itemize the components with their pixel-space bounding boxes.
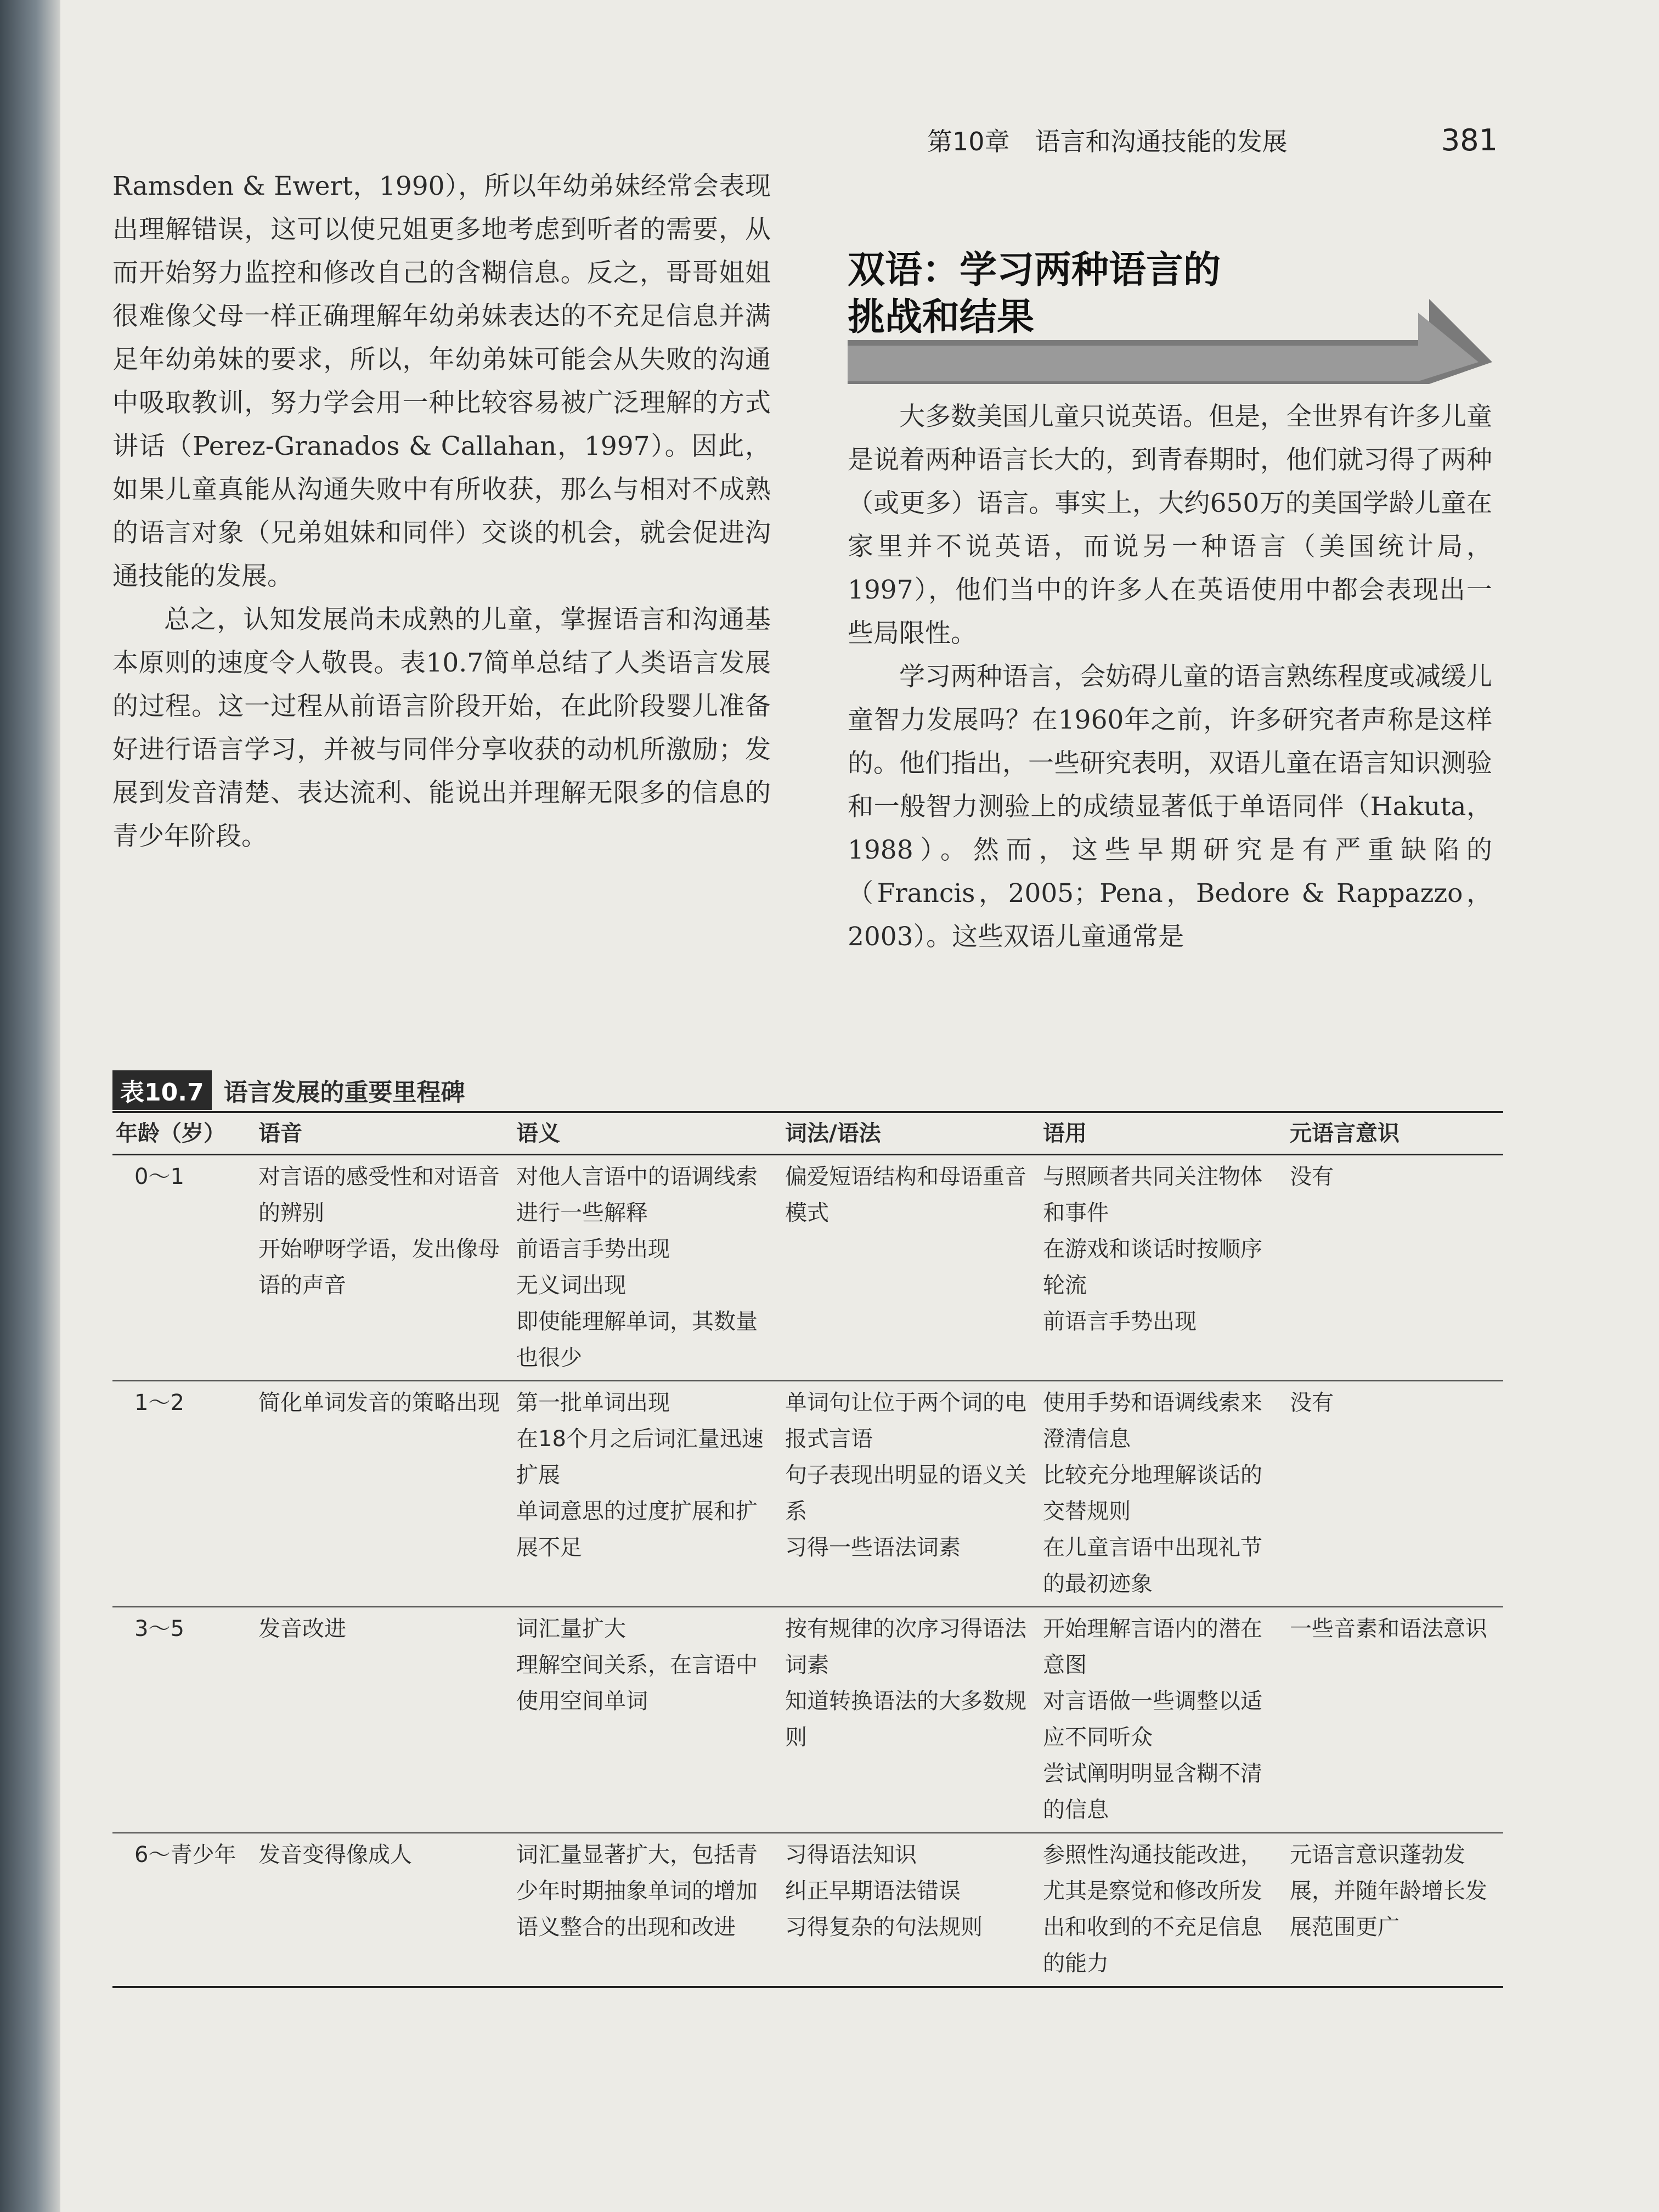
cell-item: 开始咿呀学语，发出像母语的声音 bbox=[258, 1237, 500, 1298]
section-title-line: 双语：学习两种语言的 bbox=[848, 249, 1221, 292]
phonology-cell bbox=[255, 1381, 513, 1607]
cell-item: 即使能理解单词，其数量也很少 bbox=[516, 1309, 758, 1370]
phonology-cell bbox=[255, 1833, 513, 1987]
column-header: 语音 bbox=[255, 1112, 513, 1155]
cell-item: 没有 bbox=[1290, 1164, 1334, 1189]
semantics-cell bbox=[513, 1381, 782, 1607]
cell-item: 与照顾者共同关注物体和事件 bbox=[1043, 1164, 1262, 1226]
body-paragraph: 总之，认知发展尚未成熟的儿童，掌握语言和沟通基本原则的速度令人敬畏。表10.7简单总结了人类语言发展的过程。这一过程从前语言阶段开始，在此阶段婴儿准备好进行语言学习，并被与同伴分享收获的动机所激励；发展到发音清楚、表达流利、能说出并理解无限多的信息的青少年阶段。 bbox=[112, 605, 771, 851]
age-cell: 1～2 bbox=[112, 1381, 255, 1607]
cell-item: 习得复杂的句法规则 bbox=[785, 1915, 983, 1940]
table-row bbox=[112, 1607, 1503, 1833]
column-header: 语义 bbox=[513, 1112, 782, 1155]
column-header: 词法/语法 bbox=[782, 1112, 1040, 1155]
body-paragraph: 大多数美国儿童只说英语。但是，全世界有许多儿童是说着两种语言长大的，到青春期时，他们就习得了两种（或更多）语言。事实上，大约650万的美国学龄儿童在家里并不说英语，而说另一种语言（美国统计局，1997），他们当中的许多人在英语使用中都会表现出一些局限性。 bbox=[848, 402, 1492, 648]
cell-item: 习得语法知识 bbox=[785, 1842, 917, 1867]
age-cell: 0～1 bbox=[112, 1155, 255, 1381]
metalinguistic-cell bbox=[1286, 1833, 1503, 1987]
running-header bbox=[927, 121, 1498, 159]
pragmatics-cell bbox=[1040, 1381, 1286, 1607]
table-header-row bbox=[112, 1112, 1503, 1155]
metalinguistic-cell bbox=[1286, 1381, 1503, 1607]
chapter-number: 第10章 bbox=[927, 127, 1010, 156]
cell-item: 纠正早期语法错误 bbox=[785, 1878, 961, 1904]
cell-item: 元语言意识蓬勃发展，并随年龄增长发展范围更广 bbox=[1290, 1842, 1487, 1940]
cell-item: 单词句让位于两个词的电报式言语 bbox=[785, 1390, 1026, 1452]
cell-item: 词汇量扩大 bbox=[516, 1616, 626, 1641]
left-column bbox=[112, 165, 771, 858]
cell-item: 对言语做一些调整以适应不同听众 bbox=[1043, 1689, 1262, 1750]
age-cell: 6～青少年 bbox=[112, 1833, 255, 1987]
page-number: 381 bbox=[1441, 122, 1498, 157]
cell-item: 在儿童言语中出现礼节的最初迹象 bbox=[1043, 1535, 1262, 1596]
column-header: 年龄（岁） bbox=[112, 1112, 255, 1155]
cell-item: 第一批单词出现 bbox=[516, 1390, 670, 1415]
morphology-syntax-cell bbox=[782, 1607, 1040, 1833]
cell-item: 发音变得像成人 bbox=[258, 1842, 412, 1867]
semantics-cell bbox=[513, 1607, 782, 1833]
pragmatics-cell bbox=[1040, 1607, 1286, 1833]
right-column bbox=[848, 395, 1492, 958]
cell-item: 词汇量显著扩大，包括青少年时期抽象单词的增加 bbox=[516, 1842, 758, 1904]
semantics-cell bbox=[513, 1155, 782, 1381]
cell-item: 使用手势和语调线索来澄清信息 bbox=[1043, 1390, 1262, 1452]
table-title: 语言发展的重要里程碑 bbox=[223, 1079, 465, 1107]
morphology-syntax-cell bbox=[782, 1381, 1040, 1607]
cell-item: 前语言手势出现 bbox=[1043, 1309, 1197, 1334]
cell-item: 对他人言语中的语调线索进行一些解释 bbox=[516, 1164, 758, 1226]
cell-item: 尝试阐明明显含糊不清的信息 bbox=[1043, 1761, 1262, 1822]
cell-item: 句子表现出明显的语义关系 bbox=[785, 1463, 1026, 1524]
cell-item: 在游戏和谈话时按顺序轮流 bbox=[1043, 1237, 1262, 1298]
book-binding bbox=[0, 0, 60, 2212]
section-title bbox=[848, 247, 1341, 341]
table-row bbox=[112, 1155, 1503, 1381]
body-paragraph: Ramsden & Ewert，1990），所以年幼弟妹经常会表现出理解错误，这可以使兄姐更多地考虑到听者的需要，从而开始努力监控和修改自己的含糊信息。反之，哥哥姐姐很难像父母一样正确理解年幼弟妹表达的不充足信息并满足年幼弟妹的要求，所以，年幼弟妹可能会从失败的沟通中吸取教训，努力学会用一种比较容易被广泛理解的方式讲话（Perez-Granados & Callahan，1997）。因此，如果儿童真能从沟通失败中有所收获，那么与相对不成熟的语言对象（兄弟姐妹和同伴）交谈的机会，就会促进沟通技能的发展。 bbox=[112, 171, 771, 591]
milestones-table bbox=[112, 1073, 1503, 1988]
cell-item: 参照性沟通技能改进，尤其是察觉和修改所发出和收到的不充足信息的能力 bbox=[1043, 1842, 1262, 1976]
semantics-cell bbox=[513, 1833, 782, 1987]
cell-item: 简化单词发音的策略出现 bbox=[258, 1390, 500, 1415]
table-row bbox=[112, 1381, 1503, 1607]
cell-item: 偏爱短语结构和母语重音模式 bbox=[785, 1164, 1026, 1226]
cell-item: 按有规律的次序习得语法词素 bbox=[785, 1616, 1026, 1678]
cell-item: 在18个月之后词汇量迅速扩展 bbox=[516, 1426, 764, 1488]
pragmatics-cell bbox=[1040, 1155, 1286, 1381]
cell-item: 语义整合的出现和改进 bbox=[516, 1915, 736, 1940]
age-cell: 3～5 bbox=[112, 1607, 255, 1833]
section-title-line: 挑战和结果 bbox=[848, 296, 1035, 339]
phonology-cell bbox=[255, 1607, 513, 1833]
table-caption bbox=[112, 1073, 1503, 1108]
metalinguistic-cell bbox=[1286, 1155, 1503, 1381]
chapter-title: 语言和沟通技能的发展 bbox=[1035, 127, 1288, 156]
table-row bbox=[112, 1833, 1503, 1987]
phonology-cell bbox=[255, 1155, 513, 1381]
morphology-syntax-cell bbox=[782, 1833, 1040, 1987]
cell-item: 理解空间关系，在言语中使用空间单词 bbox=[516, 1652, 758, 1714]
cell-item: 开始理解言语内的潜在意图 bbox=[1043, 1616, 1262, 1678]
cell-item: 一些音素和语法意识 bbox=[1290, 1616, 1487, 1641]
morphology-syntax-cell bbox=[782, 1155, 1040, 1381]
cell-item: 对言语的感受性和对语音的辨别 bbox=[258, 1164, 500, 1226]
cell-item: 发音改进 bbox=[258, 1616, 346, 1641]
cell-item: 习得一些语法词素 bbox=[785, 1535, 961, 1560]
pragmatics-cell bbox=[1040, 1833, 1286, 1987]
milestones-grid bbox=[112, 1111, 1503, 1988]
column-header: 语用 bbox=[1040, 1112, 1286, 1155]
section-heading bbox=[848, 247, 1492, 384]
metalinguistic-cell bbox=[1286, 1607, 1503, 1833]
cell-item: 知道转换语法的大多数规则 bbox=[785, 1689, 1026, 1750]
cell-item: 无义词出现 bbox=[516, 1273, 626, 1298]
cell-item: 比较充分地理解谈话的交替规则 bbox=[1043, 1463, 1262, 1524]
cell-item: 单词意思的过度扩展和扩展不足 bbox=[516, 1499, 758, 1560]
body-paragraph: 学习两种语言，会妨碍儿童的语言熟练程度或减缓儿童智力发展吗？在1960年之前，许多研究者声称是这样的。他们指出，一些研究表明，双语儿童在语言知识测验和一般智力测验上的成绩显著低于单语同伴（Hakuta，1988）。然而，这些早期研究是有严重缺陷的（Francis，2005；Pena，Bedore & Rappazzo，2003）。这些双语儿童通常是 bbox=[848, 662, 1492, 952]
column-header: 元语言意识 bbox=[1286, 1112, 1503, 1155]
table-label: 表10.7 bbox=[112, 1070, 212, 1110]
cell-item: 没有 bbox=[1290, 1390, 1334, 1415]
cell-item: 前语言手势出现 bbox=[516, 1237, 670, 1262]
